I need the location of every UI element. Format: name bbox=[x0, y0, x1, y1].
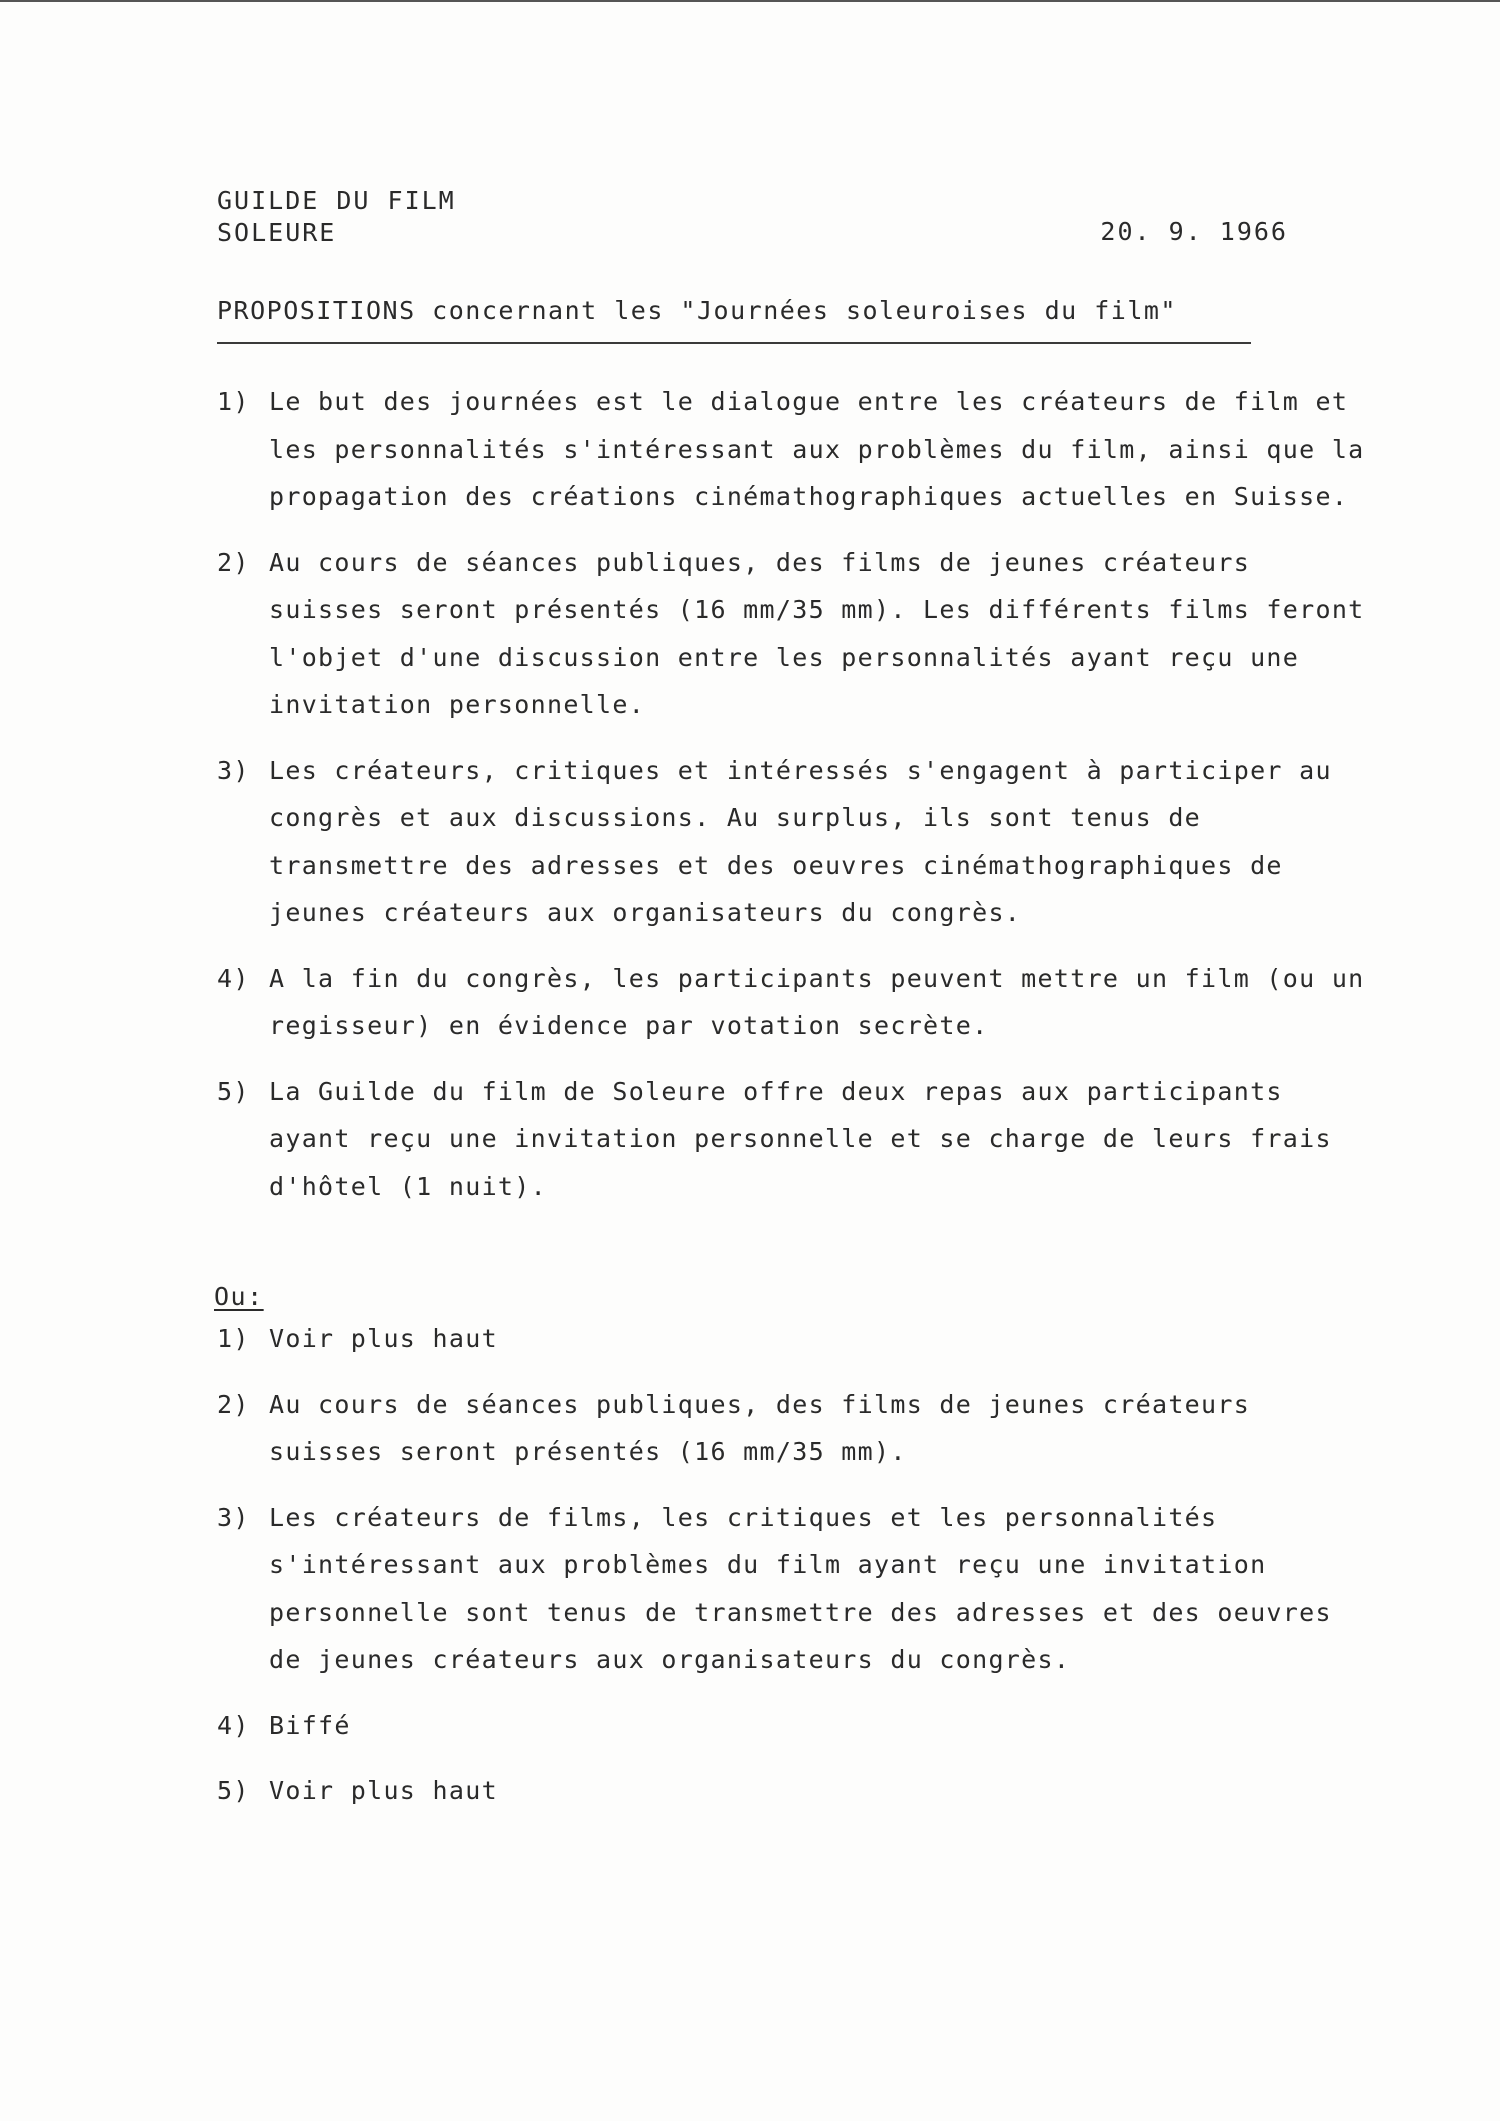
item-number: 3) bbox=[217, 1502, 250, 1532]
item-text: Voir plus haut bbox=[269, 1776, 498, 1805]
document-title: PROPOSITIONS concernant les "Journées soleuroises du film" bbox=[217, 296, 1177, 325]
item-number: 3) bbox=[217, 755, 250, 785]
alternatives-list bbox=[217, 1315, 1377, 1833]
proposition-item bbox=[217, 955, 1377, 1050]
item-text: Voir plus haut bbox=[269, 1324, 498, 1353]
org-city: SOLEURE bbox=[217, 218, 337, 247]
item-number: 4) bbox=[217, 963, 250, 993]
proposition-item bbox=[217, 539, 1377, 729]
sender-block bbox=[217, 185, 456, 249]
propositions-list bbox=[217, 378, 1377, 1228]
alternative-item bbox=[217, 1767, 1377, 1815]
item-number: 1) bbox=[217, 1324, 250, 1353]
item-text: Au cours de séances publiques, des films de jeunes créateurs suisses seront présentés (16 mm/35 mm). bbox=[269, 1389, 1251, 1466]
item-text: Biffé bbox=[269, 1710, 351, 1740]
title-underline bbox=[217, 342, 1251, 344]
proposition-item bbox=[217, 1068, 1377, 1211]
proposition-item bbox=[217, 747, 1377, 937]
alternative-item bbox=[217, 1381, 1377, 1476]
alternative-item bbox=[217, 1315, 1377, 1363]
alternative-item bbox=[217, 1494, 1377, 1684]
item-number: 5) bbox=[217, 1776, 250, 1805]
item-number: 2) bbox=[217, 1389, 250, 1419]
alternative-heading: Ou: bbox=[214, 1282, 264, 1311]
proposition-item bbox=[217, 378, 1377, 521]
item-number: 4) bbox=[217, 1710, 250, 1740]
item-text: La Guilde du film de Soleure offre deux repas aux participants ayant reçu une invitation personnelle et se charge de leurs frais d'hôtel (1 nuit). bbox=[269, 1076, 1332, 1201]
item-text: Les créateurs de films, les critiques et les personnalités s'intéressant aux problèmes du film ayant reçu une invitation personnelle sont tenus de transmettre des adresses et des oeuvres de jeunes créateurs aux organisateurs du congrès. bbox=[269, 1502, 1332, 1674]
item-text: Au cours de séances publiques, des films de jeunes créateurs suisses seront présentés (16 mm/35 mm). Les différents films feront l'objet d'une discussion entre les personnalités ayant reçu une invitation personnelle. bbox=[269, 547, 1365, 719]
document-date: 20. 9. 1966 bbox=[1100, 217, 1288, 246]
item-text: Le but des journées est le dialogue entre les créateurs de film et les personnalités s'intéressant aux problèmes du film, ainsi que la propagation des créations cinémathographiques actuelles en Suisse. bbox=[269, 387, 1365, 511]
item-text: A la fin du congrès, les participants peuvent mettre un film (ou un regisseur) en évidence par votation secrète. bbox=[269, 963, 1365, 1040]
item-number: 1) bbox=[217, 387, 250, 416]
item-number: 5) bbox=[217, 1076, 250, 1106]
alternative-item bbox=[217, 1702, 1377, 1750]
org-name: GUILDE DU FILM bbox=[217, 186, 456, 215]
item-number: 2) bbox=[217, 547, 250, 577]
item-text: Les créateurs, critiques et intéressés s'engagent à participer au congrès et aux discussions. Au surplus, ils sont tenus de transmettre des adresses et des oeuvres cinémathographiques de jeunes créateurs aux organisateurs du congrès. bbox=[269, 755, 1332, 927]
